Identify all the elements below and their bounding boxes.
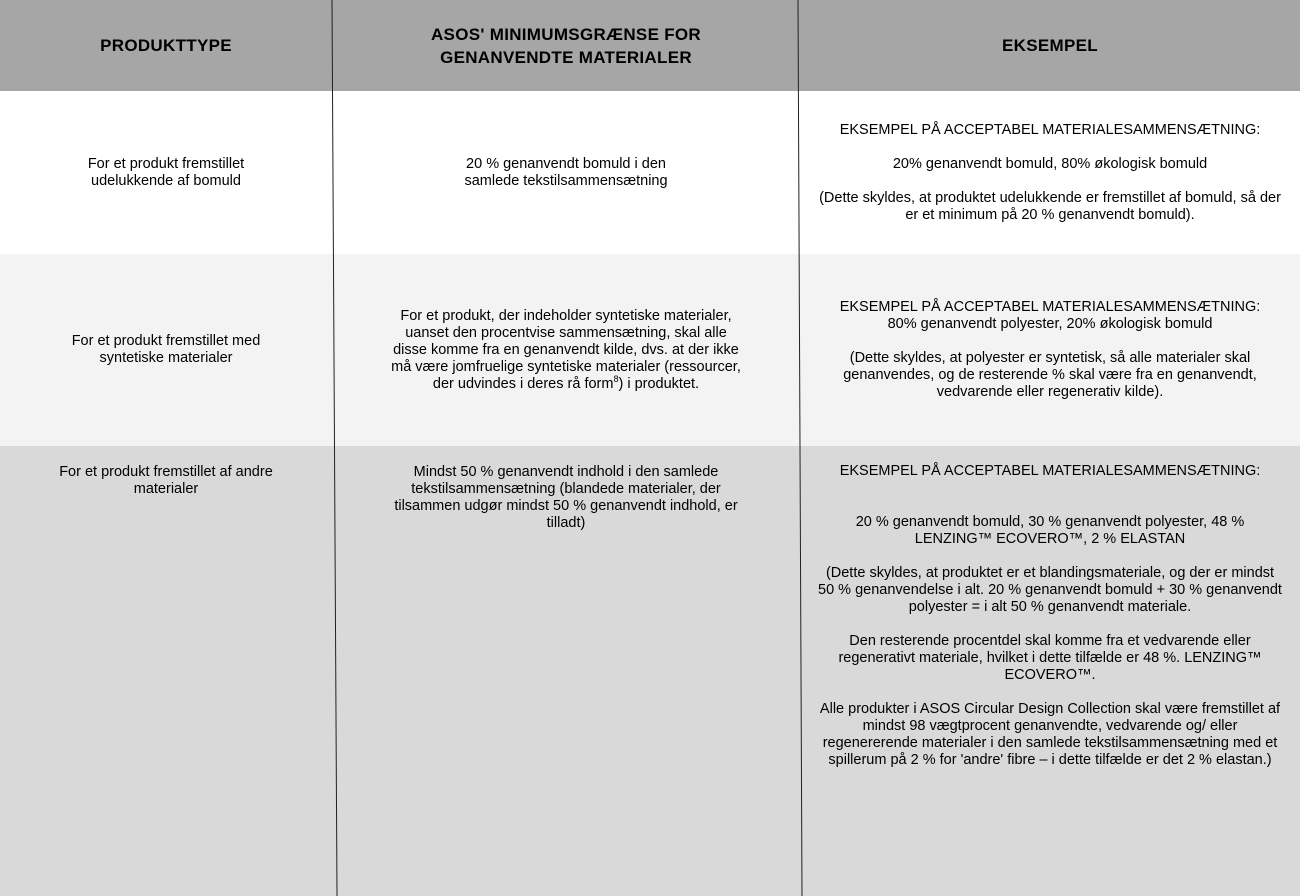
product-type-cell: [0, 446, 332, 896]
example-composition: 80% genanvendt polyester, 20% økologisk bomuld: [887, 316, 1213, 332]
header-minimum-threshold: [333, 0, 799, 91]
example-heading: EKSEMPEL PÅ ACCEPTABEL MATERIALESAMMENSÆTNING:: [839, 121, 1261, 138]
header-product-type: [0, 0, 332, 91]
example-remainder: Den resterende procentdel skal komme fra et vedvarende eller regenerativt materiale, hvilket i dette tilfælde er 48 %. LENZING™ ECOVERO™.: [838, 633, 1262, 683]
example-cell: [800, 254, 1300, 446]
header-example: [800, 0, 1300, 91]
example-content: [816, 299, 1284, 401]
minimum-text-wrapper: [390, 308, 742, 393]
example-cell: [800, 91, 1300, 254]
product-type-text: For et produkt fremstillet af andre materialer: [59, 464, 273, 497]
minimum-cell: [333, 91, 799, 254]
minimum-cell: [333, 254, 799, 446]
product-type-text: For et produkt fremstillet udelukkende af bomuld: [87, 155, 245, 189]
minimum-text: For et produkt, der indeholder syntetiske materialer, uanset den procentvise sammensætning, skal alle disse komme fra en genanvendt kilde, dvs. at der ikke må være jomfruelige syntetiske materialer (ressourcer, der udvindes i deres rå form: [391, 307, 741, 392]
product-type-text: For et produkt fremstillet med syntetiske materialer: [71, 333, 261, 366]
example-explanation: (Dette skyldes, at produktet er et blandingsmateriale, og der er mindst 50 % genanvendelse i alt. 20 % genanvendt bomuld + 30 % genanvendt polyester = i alt 50 % genanvendt materiale.: [818, 565, 1282, 615]
minimum-text: 20 % genanvendt bomuld i den samlede tekstilsammensætning: [464, 155, 668, 189]
example-heading: EKSEMPEL PÅ ACCEPTABEL MATERIALESAMMENSÆTNING:: [839, 299, 1261, 315]
example-composition: 20 % genanvendt bomuld, 30 % genanvendt polyester, 48 % LENZING™ ECOVERO™, 2 % ELASTAN: [855, 514, 1245, 547]
minimum-text: Mindst 50 % genanvendt indhold i den samlede tekstilsammensætning (blandede materialer, der tilsammen udgør mindst 50 % genanvendt indhold, er tilladt): [394, 464, 738, 531]
table-row-cotton: [0, 91, 1300, 254]
example-explanation: (Dette skyldes, at polyester er syntetisk, så alle materialer skal genanvendes, og de resterende % skal være fra en genanvendt, vedvarende eller regenerativ kilde).: [843, 350, 1257, 400]
header-minimum-line2: GENANVENDTE MATERIALER: [440, 47, 692, 67]
product-type-cell: [0, 91, 332, 254]
header-product-type-label: PRODUKTTYPE: [100, 36, 232, 55]
header-example-label: EKSEMPEL: [1002, 36, 1098, 55]
example-cell: [800, 446, 1300, 896]
example-composition: 20% genanvendt bomuld, 80% økologisk bomuld: [892, 155, 1208, 172]
example-content: [816, 122, 1284, 224]
minimum-text-suffix: ) i produktet.: [618, 375, 700, 392]
table-header: [0, 0, 1300, 91]
example-heading: EKSEMPEL PÅ ACCEPTABEL MATERIALESAMMENSÆTNING:: [839, 463, 1261, 479]
minimum-cell: [333, 446, 799, 896]
footnote-marker: 8: [613, 373, 619, 384]
table-row-other-materials: [0, 446, 1300, 896]
example-explanation: (Dette skyldes, at produktet udelukkende er fremstillet af bomuld, så der er et minimum på 20 % genanvendt bomuld).: [819, 189, 1281, 223]
header-minimum-label: [431, 23, 701, 69]
header-minimum-line1: ASOS' MINIMUMSGRÆNSE FOR: [430, 24, 702, 44]
example-content: [816, 463, 1284, 769]
table-row-synthetic: [0, 254, 1300, 446]
example-collection-note: Alle produkter i ASOS Circular Design Collection skal være fremstillet af mindst 98 vægtprocent genanvendte, vedvarende og/ eller regenererende materialer i den samlede tekstilsammensætning med et spillerum på 2 % for 'andre' fibre – i dette tilfælde er det 2 % elastan.): [819, 701, 1281, 768]
product-type-cell: [0, 254, 332, 446]
